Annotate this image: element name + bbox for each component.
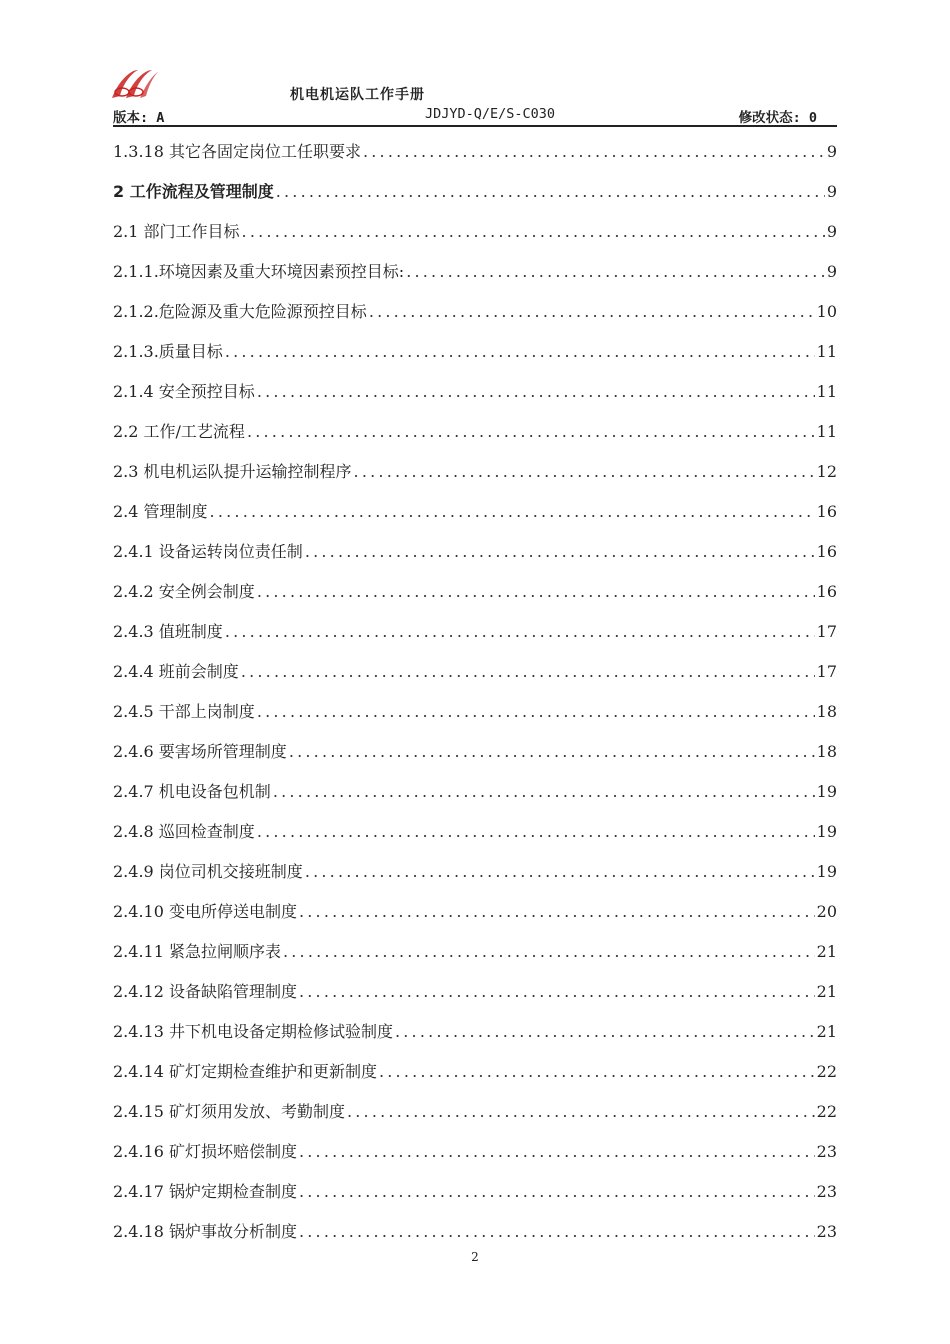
toc-entry-label: 2 工作流程及管理制度 bbox=[113, 182, 274, 201]
toc-entry-label: 2.4.7 机电设备包机制 bbox=[113, 782, 271, 801]
toc-entry-page: 11 bbox=[816, 422, 837, 441]
toc-entry-page: 19 bbox=[816, 822, 837, 841]
toc-entry-page: 23 bbox=[816, 1182, 837, 1201]
toc-entry-page: 18 bbox=[816, 702, 837, 721]
toc-dot-leader bbox=[257, 822, 815, 842]
toc-dot-leader bbox=[299, 1182, 815, 1202]
version-label: 版本: A bbox=[113, 110, 165, 126]
toc-entry[interactable] bbox=[113, 342, 837, 382]
toc-entry-page: 16 bbox=[816, 542, 837, 561]
toc-entry[interactable] bbox=[113, 582, 837, 622]
toc-entry-label: 2.4.1 设备运转岗位责任制 bbox=[113, 542, 303, 561]
toc-entry-page: 11 bbox=[816, 342, 837, 361]
toc-entry-label: 2.4 管理制度 bbox=[113, 502, 208, 521]
toc-entry-page: 17 bbox=[816, 662, 837, 681]
header-divider bbox=[113, 125, 837, 127]
toc-dot-leader bbox=[305, 542, 815, 562]
toc-entry-label: 2.1.4 安全预控目标 bbox=[113, 382, 255, 401]
toc-entry-page: 19 bbox=[816, 782, 837, 801]
toc-entry-label: 2.4.11 紧急拉闸顺序表 bbox=[113, 942, 281, 961]
toc-entry-label: 2.4.4 班前会制度 bbox=[113, 662, 239, 681]
document-title: 机电机运队工作手册 bbox=[290, 87, 425, 103]
toc-entry[interactable] bbox=[113, 622, 837, 662]
toc-dot-leader bbox=[299, 902, 815, 922]
toc-entry-label: 2.4.14 矿灯定期检查维护和更新制度 bbox=[113, 1062, 377, 1081]
table-of-contents bbox=[113, 142, 837, 1262]
toc-dot-leader bbox=[283, 942, 815, 962]
toc-dot-leader bbox=[273, 782, 815, 802]
toc-entry-label: 2.2 工作/工艺流程 bbox=[113, 422, 245, 441]
toc-dot-leader bbox=[242, 222, 825, 242]
toc-dot-leader bbox=[379, 1062, 815, 1082]
toc-entry[interactable] bbox=[113, 662, 837, 702]
toc-entry-label: 2.4.9 岗位司机交接班制度 bbox=[113, 862, 303, 881]
toc-entry-page: 21 bbox=[816, 1022, 837, 1041]
toc-entry[interactable] bbox=[113, 302, 837, 342]
toc-entry-label: 2.4.17 锅炉定期检查制度 bbox=[113, 1182, 297, 1201]
toc-entry[interactable] bbox=[113, 142, 837, 182]
toc-dot-leader bbox=[225, 622, 815, 642]
toc-dot-leader bbox=[354, 462, 815, 482]
toc-entry-label: 2.4.5 干部上岗制度 bbox=[113, 702, 255, 721]
toc-entry-label: 2.1.3.质量目标 bbox=[113, 342, 223, 361]
toc-entry[interactable] bbox=[113, 1062, 837, 1102]
document-code: JDJYD-Q/E/S-C030 bbox=[425, 106, 556, 122]
toc-entry[interactable] bbox=[113, 1142, 837, 1182]
toc-entry[interactable] bbox=[113, 742, 837, 782]
toc-entry-page: 16 bbox=[816, 502, 837, 521]
toc-entry[interactable] bbox=[113, 382, 837, 422]
toc-entry-page: 17 bbox=[816, 622, 837, 641]
toc-dot-leader bbox=[289, 742, 815, 762]
toc-entry-page: 9 bbox=[826, 262, 837, 281]
toc-entry[interactable] bbox=[113, 982, 837, 1022]
toc-entry-page: 11 bbox=[816, 382, 837, 401]
toc-entry[interactable] bbox=[113, 822, 837, 862]
toc-entry-label: 2.4.8 巡回检查制度 bbox=[113, 822, 255, 841]
toc-entry-label: 2.3 机电机运队提升运输控制程序 bbox=[113, 462, 352, 481]
toc-entry[interactable] bbox=[113, 422, 837, 462]
toc-entry-page: 21 bbox=[816, 982, 837, 1001]
toc-dot-leader bbox=[257, 582, 815, 602]
toc-dot-leader bbox=[276, 182, 825, 202]
toc-entry[interactable] bbox=[113, 542, 837, 582]
toc-dot-leader bbox=[363, 142, 825, 162]
toc-entry-label: 2.4.10 变电所停送电制度 bbox=[113, 902, 297, 921]
toc-entry[interactable] bbox=[113, 782, 837, 822]
revision-status: 修改状态: 0 bbox=[738, 110, 817, 126]
toc-entry-label: 2.4.16 矿灯损坏赔偿制度 bbox=[113, 1142, 297, 1161]
toc-entry[interactable] bbox=[113, 262, 837, 302]
toc-dot-leader bbox=[257, 702, 815, 722]
toc-entry-label: 1.3.18 其它各固定岗位工任职要求 bbox=[113, 142, 361, 161]
toc-entry-label: 2.4.12 设备缺陷管理制度 bbox=[113, 982, 297, 1001]
toc-entry-page: 12 bbox=[816, 462, 837, 481]
toc-entry-label: 2.4.18 锅炉事故分析制度 bbox=[113, 1222, 297, 1241]
toc-entry-page: 9 bbox=[826, 142, 837, 161]
toc-entry-page: 16 bbox=[816, 582, 837, 601]
toc-entry[interactable] bbox=[113, 702, 837, 742]
document-header bbox=[113, 106, 837, 124]
toc-entry-label: 2.4.13 井下机电设备定期检修试验制度 bbox=[113, 1022, 393, 1041]
toc-entry[interactable] bbox=[113, 1102, 837, 1142]
toc-entry-page: 19 bbox=[816, 862, 837, 881]
toc-entry-page: 22 bbox=[816, 1102, 837, 1121]
toc-entry-page: 23 bbox=[816, 1142, 837, 1161]
toc-dot-leader bbox=[299, 1142, 815, 1162]
toc-entry[interactable] bbox=[113, 502, 837, 542]
toc-entry[interactable] bbox=[113, 182, 837, 222]
toc-entry[interactable] bbox=[113, 902, 837, 942]
toc-entry[interactable] bbox=[113, 1022, 837, 1062]
toc-entry-label: 2.4.2 安全例会制度 bbox=[113, 582, 255, 601]
toc-entry-label: 2.4.3 值班制度 bbox=[113, 622, 223, 641]
toc-entry[interactable] bbox=[113, 222, 837, 262]
toc-entry-page: 18 bbox=[816, 742, 837, 761]
toc-entry-label: 2.4.15 矿灯须用发放、考勤制度 bbox=[113, 1102, 345, 1121]
toc-dot-leader bbox=[299, 982, 815, 1002]
toc-dot-leader bbox=[406, 262, 825, 282]
toc-entry-label: 2.1 部门工作目标 bbox=[113, 222, 240, 241]
toc-entry-page: 9 bbox=[826, 182, 837, 201]
toc-entry-label: 2.4.6 要害场所管理制度 bbox=[113, 742, 287, 761]
toc-dot-leader bbox=[305, 862, 815, 882]
toc-entry-page: 10 bbox=[816, 302, 837, 321]
toc-entry[interactable] bbox=[113, 462, 837, 502]
toc-entry-label: 2.1.1.环境因素及重大环境因素预控目标: bbox=[113, 262, 405, 281]
toc-entry[interactable] bbox=[113, 862, 837, 902]
toc-dot-leader bbox=[369, 302, 815, 322]
toc-entry-page: 22 bbox=[816, 1062, 837, 1081]
page-number: 2 bbox=[471, 1250, 479, 1264]
toc-dot-leader bbox=[225, 342, 815, 362]
toc-dot-leader bbox=[299, 1222, 815, 1242]
toc-entry-page: 21 bbox=[816, 942, 837, 961]
toc-entry[interactable] bbox=[113, 942, 837, 982]
toc-entry[interactable] bbox=[113, 1182, 837, 1222]
toc-dot-leader bbox=[247, 422, 815, 442]
toc-dot-leader bbox=[395, 1022, 815, 1042]
toc-dot-leader bbox=[347, 1102, 815, 1122]
toc-entry-page: 20 bbox=[816, 902, 837, 921]
toc-entry-page: 23 bbox=[816, 1222, 837, 1241]
company-logo bbox=[108, 64, 160, 102]
toc-dot-leader bbox=[241, 662, 815, 682]
toc-dot-leader bbox=[210, 502, 815, 522]
toc-entry-page: 9 bbox=[826, 222, 837, 241]
toc-entry-label: 2.1.2.危险源及重大危险源预控目标 bbox=[113, 302, 367, 321]
toc-dot-leader bbox=[257, 382, 815, 402]
